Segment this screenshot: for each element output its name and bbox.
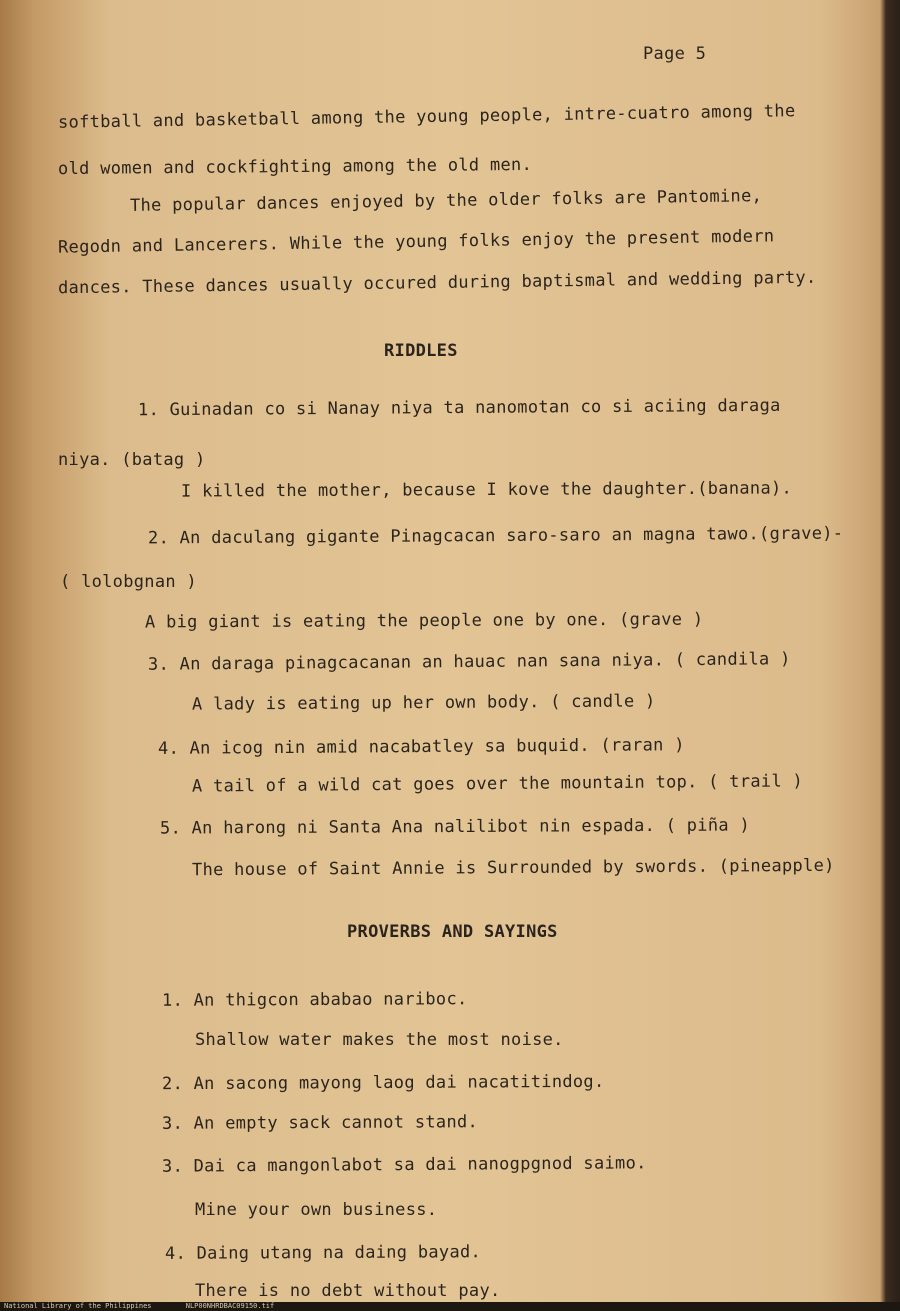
section-heading-proverbs: PROVERBS AND SAYINGS xyxy=(347,922,558,942)
proverb-line: 1. An thigcon ababao nariboc. xyxy=(161,989,468,1011)
text-line: old women and cockfighting among the old men. xyxy=(57,154,533,180)
page-number: Page 5 xyxy=(643,44,707,64)
riddle-line: 4. An icog nin amid nacabatley sa buquid. (raran ) xyxy=(157,735,685,759)
text-line: The popular dances enjoyed by the older folks are Pantomine, xyxy=(129,186,763,216)
riddle-line: The house of Saint Annie is Surrounded by swords. (pineapple) xyxy=(191,855,835,881)
riddle-line: 3. An daraga pinagcacanan an hauac nan sana niya. ( candila ) xyxy=(147,649,791,675)
proverb-line: 3. Dai ca mangonlabot sa dai nanogpgnod saimo. xyxy=(161,1153,647,1177)
proverb-line: 2. An sacong mayong laog dai nacatitindog. xyxy=(161,1071,605,1095)
riddle-line: 1. Guinadan co si Nanay niya ta nanomotan co si aciing daraga xyxy=(137,395,781,421)
proverb-line: 3. An empty sack cannot stand. xyxy=(161,1112,479,1134)
proverb-line: 4. Daing utang na daing bayad. xyxy=(164,1242,482,1264)
riddle-line: 2. An daculang gigante Pinagcacan saro-saro an magna tawo.(grave)- xyxy=(147,523,844,549)
footer-library: National Library of the Philippines xyxy=(4,1302,152,1310)
text-line: Regodn and Lancerers. While the young folks enjoy the present modern xyxy=(57,226,775,258)
proverb-line: Mine your own business. xyxy=(195,1200,438,1220)
scan-footer xyxy=(0,1302,900,1311)
proverb-line: There is no debt without pay. xyxy=(195,1281,501,1301)
text-line: softball and basketball among the young people, intre-cuatro among the xyxy=(57,101,796,133)
footer-filename: NLP00NHRDBAC09150.tif xyxy=(185,1302,275,1310)
riddle-line: ( lolobgnan ) xyxy=(60,572,197,592)
proverb-line: Shallow water makes the most noise. xyxy=(195,1030,564,1050)
riddle-line: I killed the mother, because I kove the daughter.(banana). xyxy=(180,478,793,502)
text-line: dances. These dances usually occured during baptismal and wedding party. xyxy=(57,267,817,299)
riddle-line: niya. (batag ) xyxy=(58,450,206,470)
riddle-line: A tail of a wild cat goes over the mountain top. ( trail ) xyxy=(191,771,804,797)
riddle-line: A lady is eating up her own body. ( candle ) xyxy=(191,691,656,715)
riddle-line: 5. An harong ni Santa Ana nalilibot nin espada. ( piña ) xyxy=(159,815,751,839)
riddle-line: A big giant is eating the people one by one. (grave ) xyxy=(144,609,704,633)
section-heading-riddles: RIDDLES xyxy=(384,341,458,361)
